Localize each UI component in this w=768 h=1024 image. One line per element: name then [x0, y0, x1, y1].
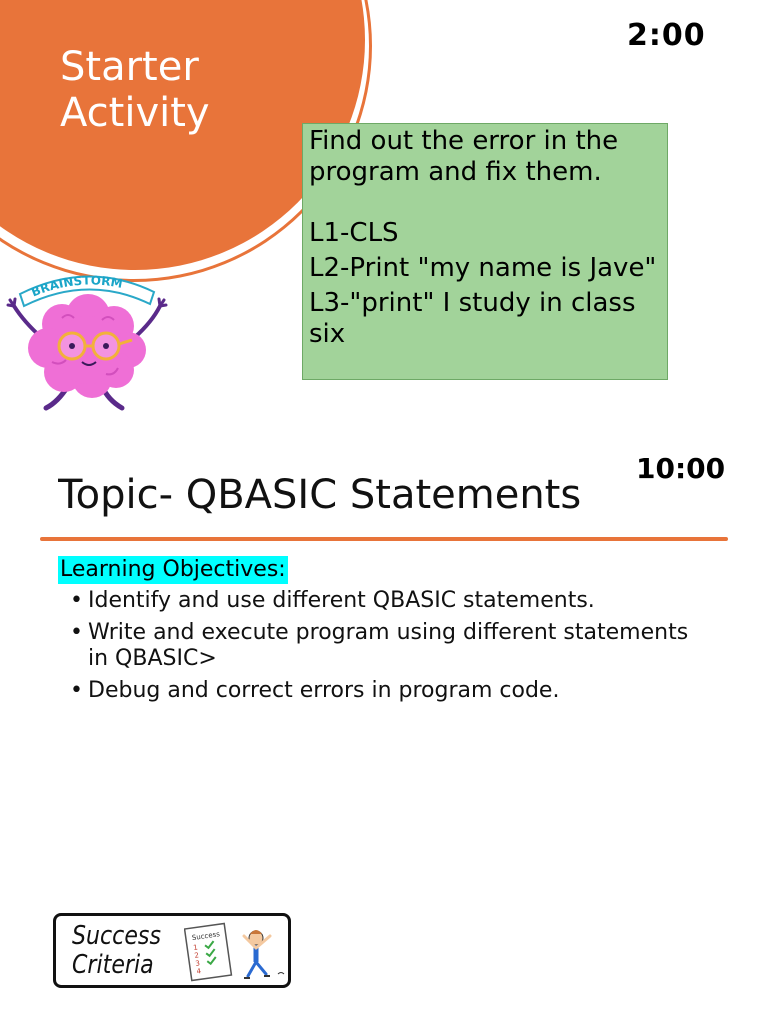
topic-timer: 10:00 — [636, 452, 726, 485]
section-divider — [40, 537, 728, 541]
learning-objectives-list — [70, 588, 710, 710]
svg-text:3: 3 — [194, 959, 201, 968]
task-instruction: Find out the error in the program and fix them. — [309, 126, 619, 187]
code-line-1: L1-CLS — [309, 218, 399, 248]
svg-text:1: 1 — [192, 943, 199, 952]
success-criteria-text — [72, 922, 161, 980]
objective-item: • Identify and use different QBASIC statements. — [70, 588, 710, 614]
success-criteria-line-1: Success — [72, 921, 161, 951]
topic-title: Topic- QBASIC Statements — [58, 472, 582, 518]
task-box — [302, 123, 668, 380]
svg-text:2: 2 — [193, 951, 200, 960]
task-text — [309, 126, 665, 350]
success-criteria-badge — [53, 913, 291, 988]
svg-text:4: 4 — [196, 967, 202, 976]
brainstorm-banner-text: BRAINSTORM — [29, 273, 124, 300]
starter-timer: 2:00 — [627, 18, 706, 53]
title-line-1: Starter — [60, 44, 199, 90]
learning-objectives-label: Learning Objectives: — [60, 557, 286, 582]
code-line-3: L3-"print" I study in class six — [309, 288, 636, 349]
success-criteria-line-2: Criteria — [72, 950, 154, 980]
success-checklist-icon — [184, 922, 288, 984]
starter-activity-title — [60, 44, 210, 136]
checklist-heading: Success — [191, 930, 221, 943]
objective-item: • Write and execute program using different statements in QBASIC> — [70, 620, 710, 672]
code-line-2: L2-Print "my name is Jave" — [309, 253, 657, 283]
objective-item: • Debug and correct errors in program code. — [70, 678, 710, 704]
title-line-2: Activity — [60, 90, 210, 136]
brainstorm-brain-illustration — [2, 262, 174, 422]
